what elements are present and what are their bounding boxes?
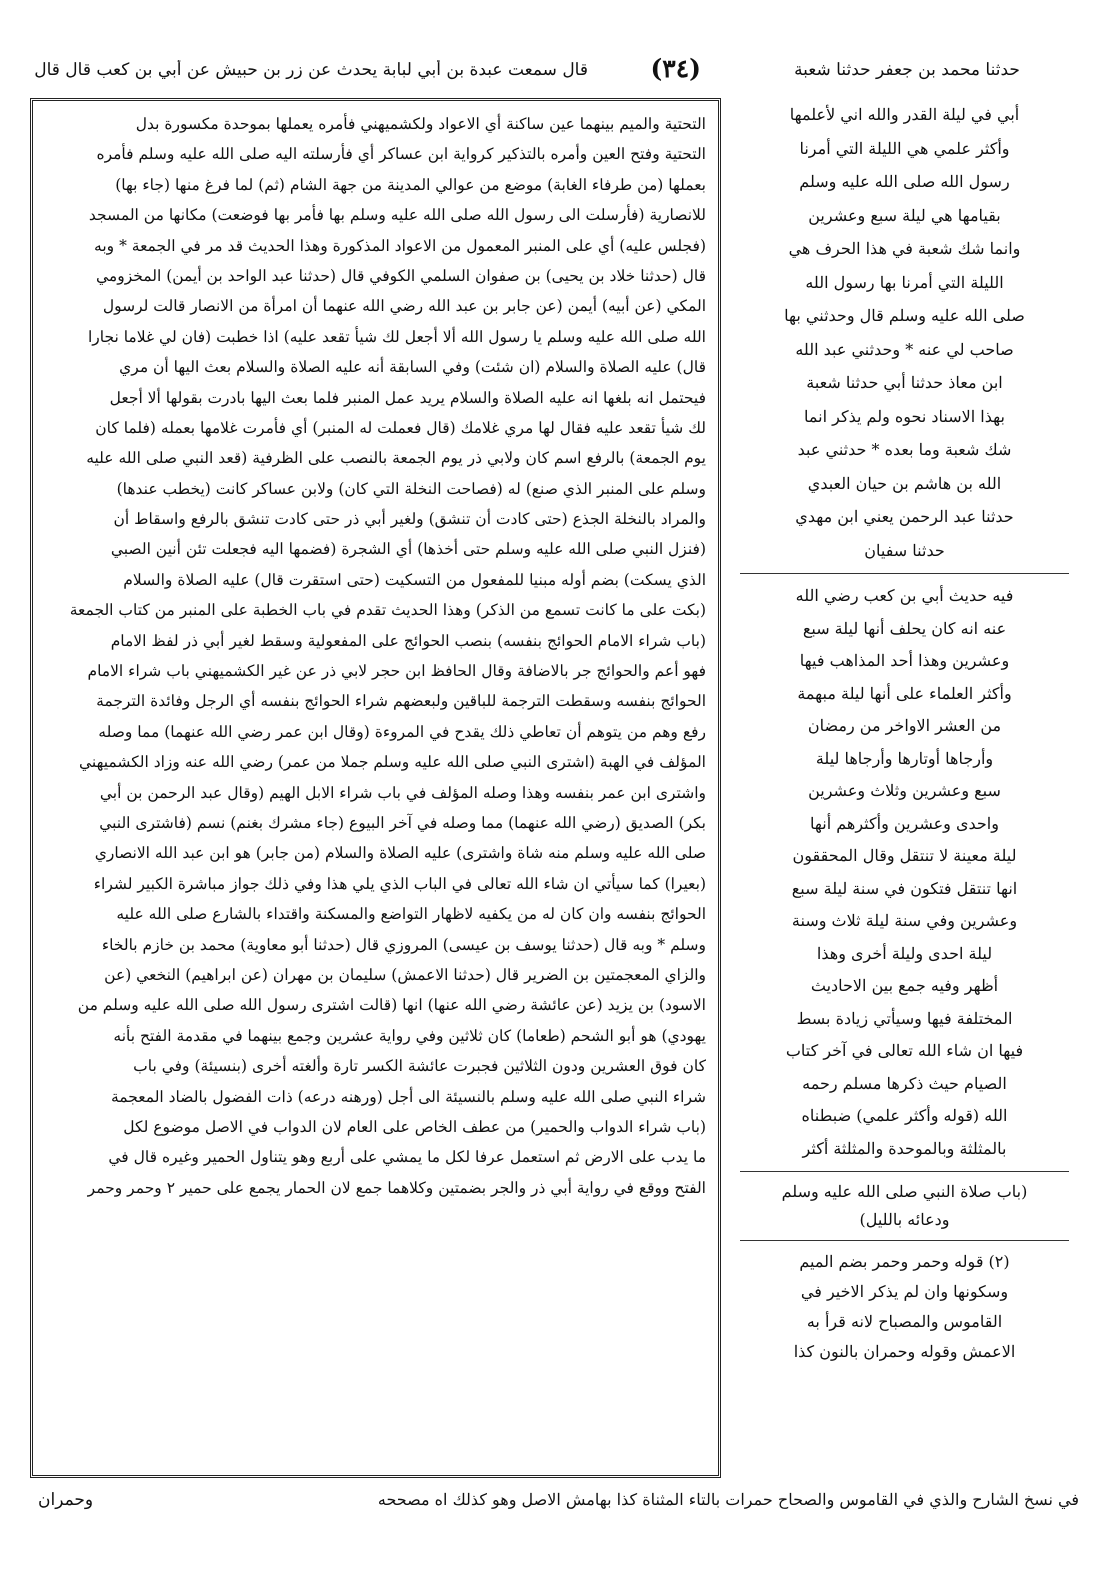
commentary-line: قال) عليه الصلاة والسلام (ان شئت) وفي السابقة أنه عليه الصلاة والسلام بعث اليها أن مري — [119, 358, 706, 377]
hadith-line: وانما شك شعبة في هذا الحرف هي — [788, 239, 1021, 258]
sharh-line: واحدى وعشرين وأكثرهم أنها — [810, 813, 999, 833]
commentary-line: يهودي) هو أبو الشحم (طعاما) كان ثلاثين وفي رواية عشرين وجمع بينهما في مقدمة الفتح بأنه — [113, 1026, 706, 1045]
sharh-line: الصيام حيث ذكرها مسلم رحمه — [802, 1073, 1007, 1093]
commentary-line: التحتية وفتح العين وأمره بالتذكير كرواية ابن عساكر أي فأرسلته اليه صلى الله عليه وسلم فأمره — [96, 145, 706, 164]
divider-rule — [740, 1171, 1069, 1172]
commentary-line: رفع وهم من يتوهم أن تعاطي ذلك يقدح في المروءة (وقال ابن عمر رضي الله عنهما) مما وصله — [98, 722, 706, 741]
sharh-line: فيها ان شاء الله تعالى في آخر كتاب — [785, 1041, 1024, 1060]
sharh-line: فيه حديث أبي بن كعب رضي الله — [795, 586, 1014, 605]
margin-note-line: القاموس والمصباح لانه قرأ به — [806, 1312, 1003, 1331]
hadith-line: بهذا الاسناد نحوه ولم يذكر انما — [804, 406, 1005, 426]
hadith-line: صلى الله عليه وسلم قال وحدثني بها — [784, 306, 1025, 325]
page-number: (٣٤) — [650, 54, 701, 83]
commentary-line: (بعيرا) كما سيأتي ان شاء الله تعالى في الباب الذي يلي هذا وفي ذلك جواز مباشرة الكبير لشراء — [93, 874, 706, 893]
commentary-line: بكر) الصديق (رضي الله عنهما) مما وصله في آخر البيوع (جاء مشرك بغنم) نسم (فاشترى النبي — [99, 813, 706, 832]
commentary-line: وسلم على المنبر الذي صنع) له (فصاحت النخلة التي كان) ولابن عساكر كانت (يخطب عندها) — [116, 479, 706, 498]
bab-title-block — [732, 1178, 1077, 1234]
bab-title-line: ودعائه بالليل) — [859, 1210, 950, 1229]
commentary-line: الاسود) بن يزيد (عن عائشة رضي الله عنها) انها (قالت اشترى رسول الله صلى الله عليه وسلم من — [77, 996, 706, 1015]
sharh-line: عنه انه كان يحلف أنها ليلة سبع — [802, 618, 1007, 638]
hadith-line: وأكثر علمي هي الليلة التي أمرنا — [799, 138, 1010, 158]
commentary-line: (فنزل النبي صلى الله عليه وسلم حتى أخذها) أي الشجرة (فضمها اليه فجعلت تئن أنين الصبي — [110, 540, 706, 559]
hadith-line: الله بن هاشم بن حيان العبدي — [807, 473, 1002, 493]
header-left-text: قال سمعت عبدة بن أبي لبابة يحدث عن زر بن حبيش عن أبي بن كعب قال قال — [34, 60, 588, 80]
hadith-line: صاحب لي عنه * وحدثني عبد الله — [795, 339, 1014, 359]
commentary-line: (باب شراء الدواب والحمير) من عطف الخاص على العام لان الدواب في الاصل موضوع لكل — [123, 1117, 706, 1136]
margin-note-line: الاعمش وقوله وحمران بالنون كذا — [793, 1342, 1016, 1361]
sharh-line: أظهر وفيه جمع بين الاحاديث — [810, 976, 999, 995]
margin-note-line: وسكونها وان لم يذكر الاخير في — [800, 1282, 1009, 1301]
footer-note: في نسخ الشارح والذي في القاموس والصحاح حمرات بالتاء المثناة كذا بهامش الاصل وهو كذلك اه مصححه — [377, 1490, 1079, 1509]
commentary-line: يوم الجمعة) بالرفع اسم كان ولابي ذر يوم الجمعة بالنصب على الظرفية (قعد النبي صلى الله عليه — [86, 449, 706, 468]
commentary-line: شراء النبي صلى الله عليه وسلم بالنسيئة الى أجل (ورهنه درعه) ذات الفضول بالضاد المعجمة — [110, 1087, 706, 1106]
catchword: وحمران — [38, 1490, 94, 1510]
commentary-line: (فجلس عليه) أي على المنبر المعمول من الاعواد المذكورة وهذا الحديث قد مر في الجمعة * وبه — [94, 236, 706, 255]
commentary-line: كان فوق العشرين ودون الثلاثين فجبرت عائشة الكسر تارة وألغته أخرى (بنسيئة) وفي باب — [133, 1057, 706, 1076]
commentary-line: ما يدب على الارض ثم استعمل عرفا لكل ما يمشي على أربع وهو يتناول الحمير وغيره قال في — [108, 1148, 706, 1167]
commentary-line: الفتح ووقع في رواية أبي ذر والجر بضمتين وكلاهما جمع لان الحمار يجمع على حمير ٢ وحمر وحمر — [87, 1178, 706, 1197]
commentary-line: الحوائج بنفسه وسقطت الترجمة للباقين ولبعضهم شراء الحوائج بنفسه أي الرجل وفائدة الترجمة — [96, 692, 706, 711]
margin-notes-block — [732, 1247, 1077, 1367]
page-header — [28, 52, 1079, 98]
hadith-line: رسول الله صلى الله عليه وسلم — [799, 172, 1010, 191]
sharh-line: ليلة احدى وليلة أخرى وهذا — [816, 943, 993, 963]
margin-note-line: (٢) قوله وحمر وحمر بضم الميم — [799, 1252, 1010, 1271]
commentary-line: لك شيأ تقعد عليه فقال لها مري غلامك (قال فعملت له المنبر) أي فأمرت غلامها بعمله (فلما كان — [95, 418, 706, 437]
commentary-line: والمراد بالنخلة الجذع (حتى كادت أن تنشق) ولغير أبي ذر حتى كادت تنشق بالرفع واسقاط أن — [113, 510, 706, 529]
sharh-line: وأرجاها أوتارها وأرجاها ليلة — [815, 748, 994, 768]
commentary-box — [30, 98, 721, 1478]
hadith-line: أبي في ليلة القدر والله اني لأعلمها — [789, 105, 1020, 124]
commentary-line: للانصارية (فأرسلت الى رسول الله صلى الله عليه وسلم بها فأمر بها فوضعت) مكانها من المسجد — [88, 206, 706, 225]
sharh-line: من العشر الاواخر من رمضان — [807, 716, 1002, 735]
sharh-line: المختلفة فيها وسيأتي زيادة بسط — [796, 1008, 1013, 1028]
hadith-line: حدثنا عبد الرحمن يعني ابن مهدي — [795, 507, 1014, 526]
hadith-line: ابن معاذ حدثنا أبي حدثنا شعبة — [806, 373, 1003, 392]
hadith-line: شك شعبة وما بعده * حدثني عبد — [797, 440, 1012, 459]
commentary-line: فيحتمل انه بلغها انه عليه الصلاة والسلام يريد عمل المنبر فلما بعث اليها بادرت بقولها ألا أجعل — [109, 388, 706, 407]
commentary-line: الله صلى الله عليه وسلم يا رسول الله ألا أجعل لك شيأ تقعد عليه) اذا خطبت (فان لي غلاما نجارا — [87, 327, 706, 346]
commentary-line: (باب شراء الامام الحوائج بنفسه) بنصب الحوائج على المفعولية وسقط لغير أبي ذر لفظ الامام — [110, 631, 706, 650]
right-column — [732, 98, 1077, 1367]
commentary-line: الذي يسكت) بضم أوله مبنيا للمفعول من التسكيت (حتى استقرت قال) عليه الصلاة والسلام — [123, 570, 706, 589]
sharh-text-block — [732, 580, 1077, 1165]
commentary-line: المؤلف في الهبة (اشترى النبي صلى الله عليه وسلم جملا من عمر) رضي الله عنه وزاد الكشميهني — [78, 753, 706, 772]
sharh-line: الله (قوله وأكثر علمي) ضبطناه — [801, 1106, 1008, 1125]
commentary-line: الحوائج بنفسه وان كان له من يكفيه لاظهار التواضع والمسكنة واقتداء بالشارع صلى الله عليه — [116, 905, 706, 924]
commentary-line: وسلم * وبه قال (حدثنا يوسف بن عيسى) المروزي قال (حدثنا أبو معاوية) محمد بن خازم بالخاء — [101, 935, 706, 954]
commentary-line: صلى الله عليه وسلم منه شاة واشترى) عليه الصلاة والسلام (من جابر) هو ابن عبد الله الانصاري — [94, 844, 706, 863]
commentary-line: (بكت على ما كانت تسمع من الذكر) وهذا الحديث تقدم في باب الخطبة على المنبر من كتاب الجمعة — [69, 601, 706, 620]
hadith-text-block — [732, 98, 1077, 567]
hadith-line: حدثنا سفيان — [864, 540, 945, 560]
header-right-text: حدثنا محمد بن جعفر حدثنا شعبة — [794, 60, 1020, 80]
commentary-line: بعملها (من طرفاء الغابة) موضع من عوالي المدينة من جهة الشام (ثم) لما فرغ منها (جاء بها) — [115, 175, 706, 194]
sharh-line: وعشرين وهذا أحد المذاهب فيها — [799, 651, 1010, 670]
sharh-line: بالمثلثة وبالموحدة والمثلثة أكثر — [802, 1138, 1007, 1158]
page-footer — [28, 1484, 1079, 1524]
commentary-line: المكي (عن أبيه) أيمن (عن جابر بن عبد الله رضي الله عنهما أن امرأة من الانصار قالت لرسول — [102, 297, 706, 316]
commentary-line: التحتية والميم بينهما عين ساكنة أي الاعواد ولكشميهني فأمره يعملها بموحدة مكسورة بدل — [135, 115, 706, 133]
commentary-line: قال (حدثنا خلاد بن يحيى) بن صفوان السلمي الكوفي قال (حدثنا عبد الواحد بن أيمن) المخزومي — [96, 266, 706, 285]
sharh-line: ليلة معينة لا تنتقل وقال المحققون — [792, 846, 1017, 865]
sharh-line: وعشرين وفي سنة ليلة ثلاث وسنة — [791, 911, 1018, 930]
divider-rule — [740, 573, 1069, 574]
divider-rule — [740, 1240, 1069, 1241]
hadith-line: الليلة التي أمرنا بها رسول الله — [805, 272, 1004, 292]
commentary-line: فهو أعم والحوائج جر بالاضافة وقال الحافظ ابن حجر لابي ذر عن غير الكشميهني باب شراء الامام — [87, 662, 706, 681]
commentary-line: والزاي المعجمتين بن الضرير قال (حدثنا الاعمش) سليمان بن مهران (عن ابراهيم) النخعي (عن — [104, 965, 706, 984]
sharh-line: وأكثر العلماء على أنها ليلة مبهمة — [797, 683, 1012, 703]
bab-title-line: (باب صلاة النبي صلى الله عليه وسلم — [781, 1182, 1028, 1201]
hadith-line: بقيامها هي ليلة سبع وعشرين — [808, 205, 1001, 225]
commentary-line: واشترى ابن عمر بنفسه وهذا وصله المؤلف في باب شراء الابل الهيم (وقال عبد الرحمن بن أبي — [99, 783, 706, 802]
sharh-line: سبع وعشرين وثلاث وعشرين — [808, 781, 1001, 800]
sharh-line: انها تنتقل فتكون في سنة ليلة سبع — [791, 878, 1018, 898]
